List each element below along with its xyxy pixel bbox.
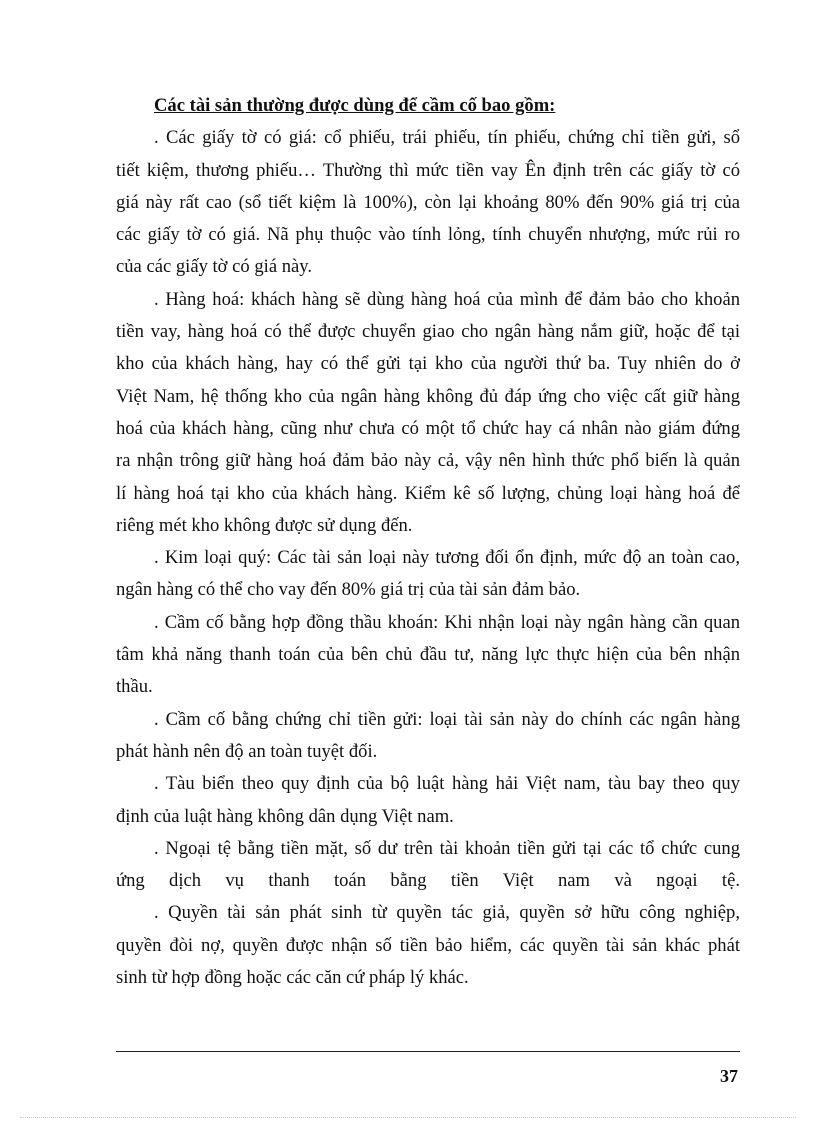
paragraph [116, 768, 740, 833]
text-line: định của luật hàng không dân dụng Việt nam. [116, 805, 454, 827]
paragraph [116, 897, 740, 994]
page-number: 37 [720, 1066, 738, 1086]
paragraph [116, 833, 740, 898]
text-line: lí hàng hoá tại kho của khách hàng. Kiểm kê số lượng, chủng loại hàng hoá để [116, 482, 740, 504]
text-line: quyền đòi nợ, quyền được nhận số tiền bảo hiểm, các quyền tài sản khác phát [116, 934, 740, 956]
text-line: ứng dịch vụ thanh toán bằng tiền Việt nam và ngoại tệ. [116, 870, 740, 892]
document-body [116, 122, 740, 994]
text-line: thầu. [116, 676, 153, 698]
text-line: riêng mét kho không được sử dụng đến. [116, 514, 413, 536]
document-page [116, 90, 740, 994]
text-line: các giấy tờ có giá. Nã phụ thuộc vào tính lỏng, tính chuyển nhượng, mức rủi ro [116, 224, 740, 246]
text-line: ngân hàng có thể cho vay đến 80% giá trị của tài sản đảm bảo. [116, 579, 581, 601]
text-line: tiết kiệm, thương phiếu… Thường thì mức tiền vay Ên định trên các giấy tờ có [116, 159, 740, 181]
footer-divider [116, 1051, 740, 1052]
text-line: tiền vay, hàng hoá có thể được chuyển giao cho ngân hàng nắm giữ, hoặc để tại [116, 321, 740, 343]
text-line: của các giấy tờ có giá này. [116, 256, 313, 278]
text-line: . Ngoại tệ bằng tiền mặt, số dư trên tài khoản tiền gửi tại các tổ chức cung [154, 837, 740, 859]
text-line: . Cầm cố bằng hợp đồng thầu khoán: Khi nhận loại này ngân hàng cần quan [154, 611, 740, 633]
paragraph [116, 704, 740, 769]
text-line: . Quyền tài sản phát sinh từ quyền tác giả, quyền sở hữu công nghiệp, [154, 902, 740, 924]
text-line: kho của khách hàng, hay có thể gửi tại kho của người thứ ba. Tuy nhiên do ở [116, 353, 740, 375]
text-line: . Kim loại quý: Các tài sản loại này tương đối ổn định, mức độ an toàn cao, [154, 547, 740, 569]
paragraph [116, 542, 740, 607]
text-line: ra nhận trông giữ hàng hoá đảm bảo này cả, vậy nên hình thức phổ biến là quản [116, 450, 740, 472]
text-line: tâm khả năng thanh toán của bên chủ đầu tư, năng lực thực hiện của bên nhận [116, 644, 740, 666]
page-edge-divider [20, 1117, 796, 1118]
text-line: Việt Nam, hệ thống kho của ngân hàng không đủ đáp ứng cho việc cất giữ hàng [116, 385, 740, 407]
paragraph [116, 284, 740, 542]
text-line: hoá của khách hàng, cũng như chưa có một tổ chức hay cá nhân nào giám đứng [116, 417, 740, 439]
text-line: . Cầm cố bằng chứng chỉ tiền gửi: loại tài sản này do chính các ngân hàng [154, 708, 740, 730]
text-line: phát hành nên độ an toàn tuyệt đối. [116, 740, 378, 762]
section-heading: Các tài sản thường được dùng để cầm cố bao gồm: [154, 95, 556, 116]
text-line: sinh từ hợp đồng hoặc các căn cứ pháp lý khác. [116, 967, 469, 989]
text-line: . Hàng hoá: khách hàng sẽ dùng hàng hoá của mình để đảm bảo cho khoản [154, 288, 740, 310]
text-line: . Tàu biển theo quy định của bộ luật hàng hải Việt nam, tàu bay theo quy [154, 773, 740, 795]
paragraph [116, 607, 740, 704]
text-line: . Các giấy tờ có giá: cổ phiếu, trái phiếu, tín phiếu, chứng chỉ tiền gửi, sổ [154, 127, 740, 149]
text-line: giá này rất cao (sổ tiết kiệm là 100%), còn lại khoảng 80% đến 90% giá trị của [116, 191, 740, 213]
paragraph [116, 122, 740, 283]
